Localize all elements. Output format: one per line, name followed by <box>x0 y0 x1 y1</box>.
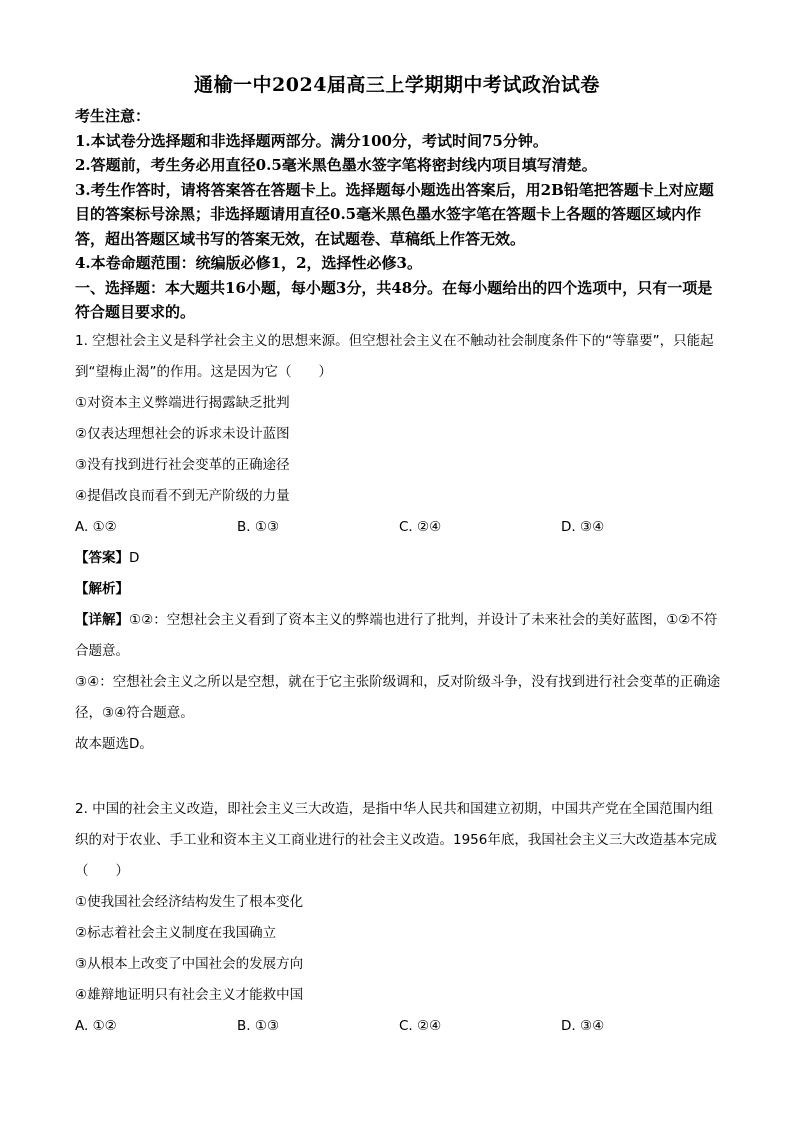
conclusion: 故本题选D。 <box>75 736 153 752</box>
statement: ③没有找到进行社会变革的正确途径 <box>75 457 290 473</box>
statement: ①对资本主义弊端进行揭露缺乏批判 <box>75 395 290 411</box>
statement: ①使我国社会经济结构发生了根本变化 <box>75 894 304 910</box>
notice-item: 2.答题前，考生务必用直径0.5毫米黑色墨水签字笔将密封线内项目填写清楚。 <box>75 156 597 174</box>
exam-notice <box>75 104 725 325</box>
detail-paragraph <box>75 605 725 667</box>
option-d: D. ③④ <box>561 519 605 535</box>
answer-tag: 【答案】 <box>75 550 129 566</box>
option-c: C. ②④ <box>399 1018 442 1034</box>
notice-item: 1.本试卷分选择题和非选择题两部分。满分100分，考试时间75分钟。 <box>75 131 548 150</box>
notice-item: 4.本卷命题范围：统编版必修1，2，选择性必修3。 <box>75 254 422 272</box>
statement: ④雄辩地证明只有社会主义才能救中国 <box>75 987 304 1003</box>
option-a: A. ①② <box>75 1018 117 1034</box>
detail-paragraph: ③④：空想社会主义之所以是空想，就在于它主张阶级调和，反对阶级斗争，没有找到进行社会变革的正确途径，③④符合题意。 <box>75 674 721 721</box>
statement: ②标志着社会主义制度在我国确立 <box>75 925 277 941</box>
statement: ③从根本上改变了中国社会的发展方向 <box>75 956 304 972</box>
option-b: B. ①③ <box>237 519 280 535</box>
notice-item: 3.考生作答时，请将答案答在答题卡上。选择题每小题选出答案后，用2B铅笔把答题卡上对应题目的答案标号涂黑；非选择题请用直径0.5毫米黑色墨水签字笔在答题卡上各题的答题区域内作答，超出答题区域书写的答案无效，在试题卷、草稿纸上作答无效。 <box>75 180 714 248</box>
question-stem: 1. 空想社会主义是科学社会主义的思想来源。但空想社会主义在不触动社会制度条件下的“等靠要”，只能起到“望梅止渴”的作用。这是因为它（ ） <box>75 333 714 380</box>
detail-tag: 【详解】 <box>75 612 129 628</box>
detail-text: ①②：空想社会主义看到了资本主义的弊端也进行了批判，并设计了未来社会的美好蓝图，①②不符合题意。 <box>75 612 718 659</box>
option-c: C. ②④ <box>399 519 442 535</box>
exam-title: 通榆一中2024届高三上学期期中考试政治试卷 <box>194 74 600 96</box>
question-1 <box>75 326 725 760</box>
answer-value: D <box>129 550 140 566</box>
option-b: B. ①③ <box>237 1018 280 1034</box>
question-2 <box>75 794 725 1042</box>
answer-line <box>75 543 725 574</box>
section-heading: 一、选择题：本大题共16小题，每小题3分，共48分。在每小题给出的四个选项中，只有一项是符合题目要求的。 <box>75 278 713 321</box>
options-row <box>75 512 725 543</box>
question-stem: 2. 中国的社会主义改造，即社会主义三大改造，是指中华人民共和国建立初期，中国共产党在全国范围内组织的对于农业、手工业和资本主义工商业进行的社会主义改造。1956年底，我国社会主义三大改造基本完成（ ） <box>75 801 717 879</box>
option-a: A. ①② <box>75 519 117 535</box>
notice-heading: 考生注意： <box>75 107 151 125</box>
analysis-tag: 【解析】 <box>75 581 129 597</box>
statement: ②仅表达理想社会的诉求未设计蓝图 <box>75 426 290 442</box>
options-row <box>75 1011 725 1042</box>
statement: ④提倡改良而看不到无产阶级的力量 <box>75 488 290 504</box>
option-d: D. ③④ <box>561 1018 605 1034</box>
